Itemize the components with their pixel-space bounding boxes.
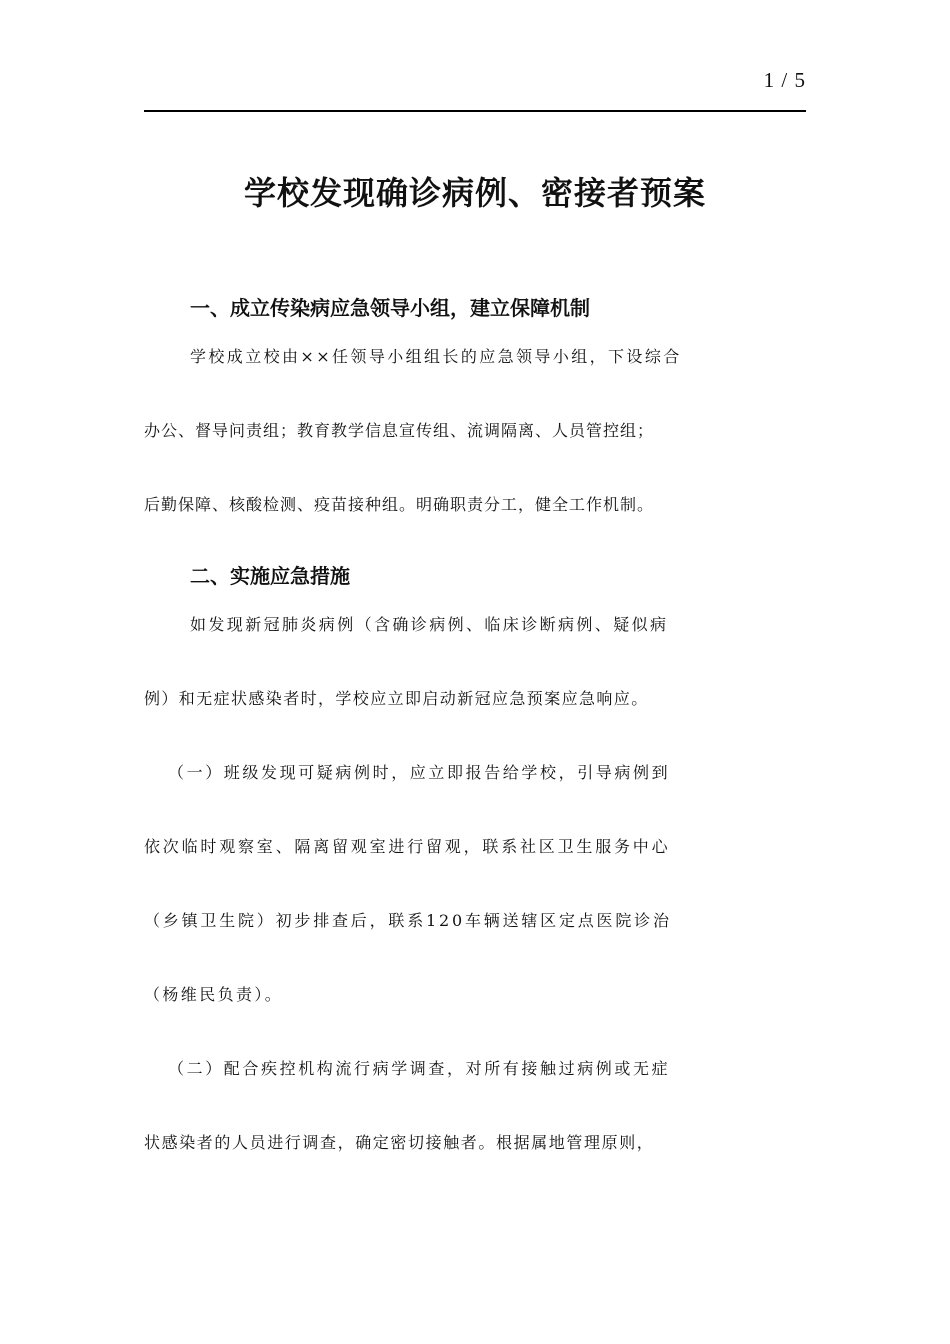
paragraph-line: 如发现新冠肺炎病例（含确诊病例、临床诊断病例、疑似病	[190, 615, 669, 634]
paragraph-line: 例）和无症状感染者时，学校应立即启动新冠应急预案应急响应。	[144, 689, 649, 708]
paragraph-line: 办公、督导问责组；教育教学信息宣传组、流调隔离、人员管控组；	[144, 421, 655, 440]
paragraph-line: （二）配合疾控机构流行病学调查，对所有接触过病例或无症	[168, 1059, 671, 1078]
paragraph-line: （乡镇卫生院）初步排查后，联系120车辆送辖区定点医院诊治	[144, 911, 672, 930]
section-heading-1: 一、成立传染病应急领导小组，建立保障机制	[190, 296, 590, 320]
section-heading-2: 二、实施应急措施	[190, 564, 350, 588]
paragraph-line: 依次临时观察室、隔离留观室进行留观，联系社区卫生服务中心	[144, 837, 671, 856]
document-title: 学校发现确诊病例、密接者预案	[243, 174, 706, 212]
paragraph-leadership	[144, 344, 806, 566]
paragraph-line: （杨维民负责）。	[144, 985, 284, 1004]
paragraph-emergency-response	[144, 612, 806, 760]
document-body	[144, 290, 806, 1204]
paragraph-line: （一）班级发现可疑病例时，应立即报告给学校，引导病例到	[168, 763, 671, 782]
paragraph-line: 学校成立校由××任领导小组组长的应急领导小组，下设综合	[190, 347, 682, 366]
paragraph-epidemiological-survey	[144, 1056, 806, 1204]
header-rule	[144, 110, 806, 112]
paragraph-line: 状感染者的人员进行调查，确定密切接触者。根据属地管理原则，	[144, 1133, 655, 1152]
paragraph-suspected-case	[144, 760, 806, 1056]
page-number: 1 / 5	[763, 68, 806, 92]
paragraph-line: 后勤保障、核酸检测、疫苗接种组。明确职责分工，健全工作机制。	[144, 495, 655, 514]
